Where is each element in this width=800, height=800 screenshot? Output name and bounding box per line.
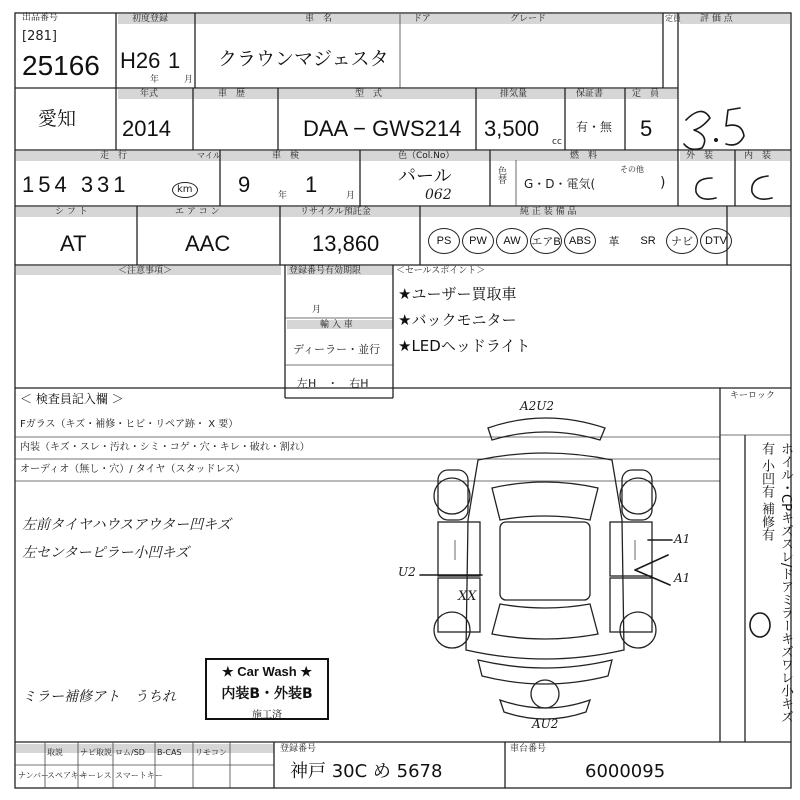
equipment-item: ナビ xyxy=(666,228,698,254)
handwritten-note-3: ミラー補修アト うちれ xyxy=(22,689,176,705)
interior-grade xyxy=(756,176,757,177)
capacity: 5 xyxy=(640,116,653,141)
fuel-label: 燃 料 xyxy=(570,151,598,161)
handwritten-note-2: 左センターピラー小凹キズ xyxy=(22,545,190,561)
model-code-label: 型 式 xyxy=(355,89,383,99)
side-note: ホイル・CPキズスレ/ドアミラーキズワレ小キズ有 小凹有 補修有 xyxy=(759,442,793,724)
model-year: 2014 xyxy=(122,116,171,141)
diagram-mark-rear: AU2 xyxy=(532,717,559,731)
recycle-fee: 13,860 xyxy=(312,231,380,256)
lot-code: [281] xyxy=(22,29,57,44)
equipment-item: PW xyxy=(462,228,494,254)
equipment-item: DTV xyxy=(700,228,732,254)
shift-label: シ フ ト xyxy=(55,207,88,217)
sales-point-2: ★バックモニター xyxy=(398,311,517,329)
color-label: 色（Col.No） xyxy=(398,151,455,161)
car-wash-stamp xyxy=(205,658,329,720)
lot-label: 出品番号 xyxy=(22,13,59,23)
handwritten-note-1: 左前タイヤハウスアウター凹キズ xyxy=(22,517,231,533)
diagram-mark-right-lower: A1 xyxy=(674,571,691,585)
color-name: パール xyxy=(398,166,452,187)
equipment-item: PS xyxy=(428,228,460,254)
mileage: 154 331 xyxy=(22,172,130,197)
displacement-label: 排気量 xyxy=(500,89,528,99)
diagram-mark-front: A2U2 xyxy=(520,399,555,413)
recycle-label: リサイクル預託金 xyxy=(300,207,371,217)
displacement-unit: cc xyxy=(552,137,562,147)
plate-number: 神戸 30C め 5678 xyxy=(290,761,443,782)
warranty-label: 保証書 xyxy=(576,89,604,99)
diagram-mark-right-upper: A1 xyxy=(674,532,691,546)
mileage-prefix: マイル xyxy=(197,151,221,160)
aircon-label: エ ア コ ン xyxy=(175,207,220,217)
bottom-option: スマートキー xyxy=(115,771,163,780)
diagram-mark-left: U2 xyxy=(398,565,416,579)
mileage-label: 走 行 xyxy=(100,151,128,161)
car-wash-line: 内装B・外装B xyxy=(221,686,313,702)
notes-label: ＜注意事項＞ xyxy=(118,266,173,276)
bottom-option: ナビ取説 xyxy=(80,748,112,757)
bottom-option: B-CAS xyxy=(157,748,182,757)
car-wash-title: ★ Car Wash ★ xyxy=(221,664,312,679)
inspection-year: 9 xyxy=(238,172,251,197)
exterior-label: 外 装 xyxy=(686,151,714,161)
first-reg-unit-month: 月 xyxy=(184,75,194,85)
inspection-expiry-month: 月 xyxy=(312,305,322,315)
inspection-year-unit: 年 xyxy=(278,191,288,201)
capacity-label: 定 員 xyxy=(632,89,660,99)
door-label: ドア xyxy=(413,14,431,24)
model-code: DAA − GWS214 xyxy=(303,116,462,141)
grade-label: グレード xyxy=(510,14,547,24)
fuel-close: ) xyxy=(660,175,666,191)
equipment-label: 純 正 装 備 品 xyxy=(520,207,577,217)
model-name-label: 車 名 xyxy=(305,14,333,24)
inspector-line-3: オーディオ（無し・穴）/ タイヤ（スタッドレス） xyxy=(20,464,246,475)
fuel-other: その他 xyxy=(620,165,644,174)
inspection-month: 1 xyxy=(305,172,318,197)
sales-point-1: ★ユーザー買取車 xyxy=(398,285,517,303)
seats-label: 定員 xyxy=(665,14,681,23)
score-label: 評 価 点 xyxy=(700,14,733,24)
first-reg-unit-year: 年 xyxy=(150,75,160,85)
first-reg-month: 1 xyxy=(168,48,181,73)
aircon: AAC xyxy=(185,231,231,256)
bottom-option: リモコン xyxy=(195,748,227,757)
diagram-mark-x: XX xyxy=(458,589,477,604)
exterior-grade xyxy=(700,176,701,177)
inspector-line-2: 内装（キズ・スレ・汚れ・シミ・コゲ・穴・キレ・破れ・割れ） xyxy=(20,442,310,453)
sales-point-label: ＜セールスポイント＞ xyxy=(396,266,486,276)
prefecture: 愛知 xyxy=(38,108,77,130)
warranty: 有・無 xyxy=(576,120,613,134)
model-name: クラウンマジェスタ xyxy=(218,48,389,70)
mileage-unit: km xyxy=(172,182,198,198)
bottom-option: ナンバー xyxy=(18,771,50,780)
import-type: ディーラー・並行 xyxy=(293,343,381,356)
bottom-option: 取説 xyxy=(47,748,63,757)
equipment-item: AW xyxy=(496,228,528,254)
car-body-diagram xyxy=(420,418,672,719)
score xyxy=(686,100,688,101)
inspector-label: ＜ 検査員記入欄 ＞ xyxy=(20,392,124,406)
car-wash-done: 施工済 xyxy=(252,710,282,721)
sales-point-3: ★LEDヘッドライト xyxy=(398,337,531,355)
color-code: 062 xyxy=(425,187,452,203)
bottom-option: ロム/SD xyxy=(115,748,145,757)
equipment-item: ABS xyxy=(564,228,596,254)
lot-number: 25166 xyxy=(22,50,100,81)
equipment-item: エアB xyxy=(530,228,562,254)
shift: AT xyxy=(60,231,87,256)
vehicle-type-label: 車 歴 xyxy=(218,89,246,99)
equipment-item: 革 xyxy=(608,236,620,248)
color-change-label: 色替 xyxy=(498,167,508,186)
keylock-label: キーロック xyxy=(730,391,775,401)
bottom-option: スペアキー xyxy=(47,771,87,780)
inspection-month-unit: 月 xyxy=(346,191,356,201)
year-label: 年式 xyxy=(140,89,159,99)
equipment-item: SR xyxy=(640,235,656,247)
inspection-expiry-label: 登録番号有効期限 xyxy=(289,266,362,276)
plate-label: 登録番号 xyxy=(280,744,317,754)
inspection-label: 車 検 xyxy=(272,151,300,161)
first-reg-era: H26 xyxy=(120,48,161,73)
fuel-options: G・D・電気( xyxy=(524,177,596,191)
first-reg-label: 初度登録 xyxy=(132,14,169,24)
inspector-line-1: Fガラス（キズ・補修・ヒビ・リペア跡・ X 要） xyxy=(20,419,239,430)
interior-label: 内 装 xyxy=(744,151,772,161)
frame-label: 車台番号 xyxy=(510,744,547,754)
displacement: 3,500 xyxy=(484,116,540,141)
import-label: 輸 入 車 xyxy=(320,320,353,330)
bottom-option: キーレス xyxy=(80,771,112,780)
frame-number: 6000095 xyxy=(585,761,666,782)
handle-side: 左H ・ 右H xyxy=(297,377,369,390)
